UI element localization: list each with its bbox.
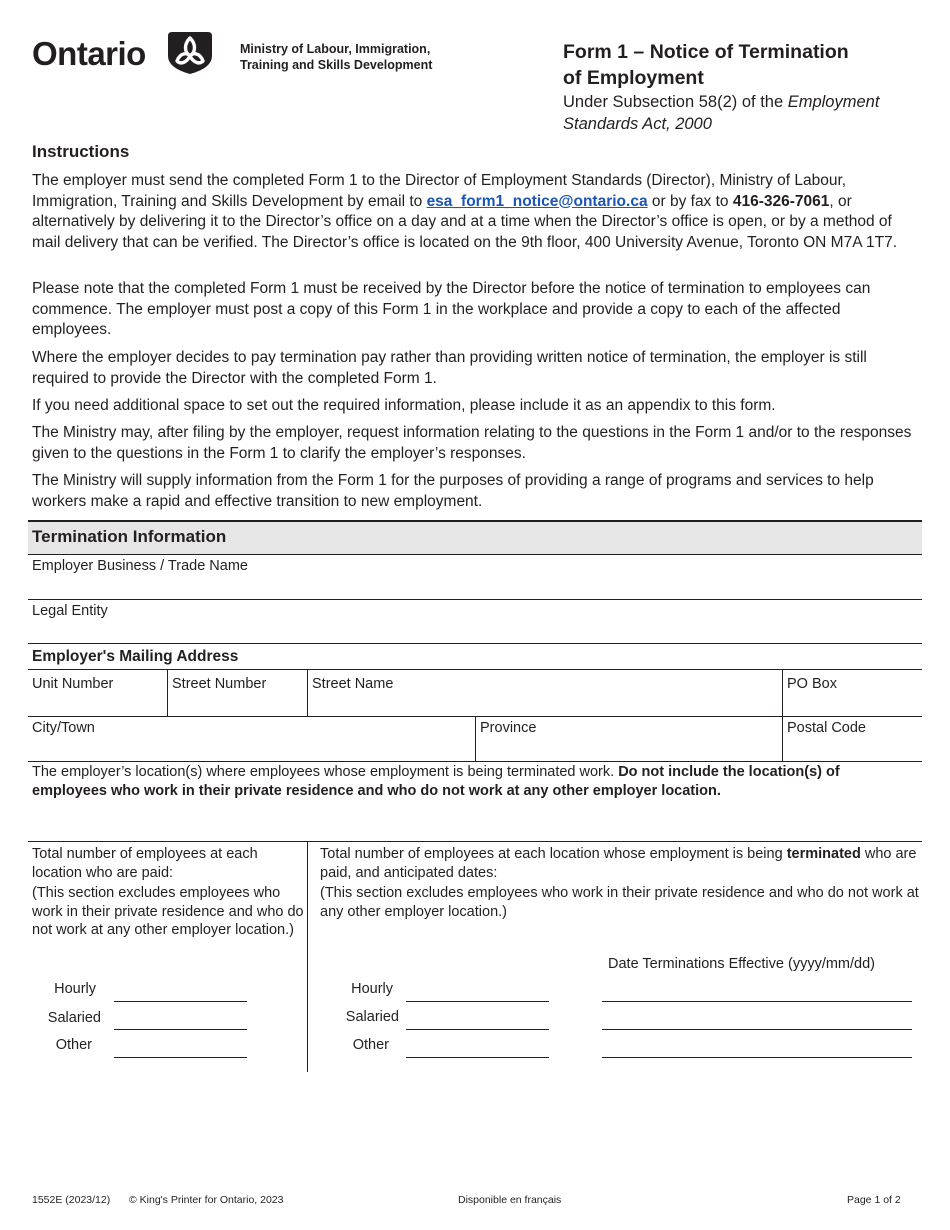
page-number: Page 1 of 2 — [847, 1194, 901, 1206]
instructions-paragraph-2: Please note that the completed Form 1 must be received by the Director before the notice of termination to employees can commence. The employer must post a copy of this Form 1 in the workplace and provide a copy to each of the affected employees. — [32, 280, 871, 338]
form-subtitle — [563, 91, 943, 135]
legal-entity-field[interactable] — [28, 600, 922, 643]
french-availability: Disponible en français — [458, 1194, 562, 1206]
fax-number: 416-326-7061 — [732, 192, 830, 210]
right-count-note: (This section excludes employees who work in their private residence and who do not work at any other employer location.) — [320, 885, 919, 920]
email-link[interactable]: esa_form1_notice@ontario.ca — [426, 192, 648, 210]
instructions-paragraph-1 — [32, 171, 922, 253]
hourly-date-input[interactable] — [602, 1001, 912, 1002]
po-box-label: PO Box — [787, 676, 837, 692]
right-title-a: Total number of employees at each location whose employment is being — [320, 846, 787, 862]
termination-section-header — [28, 520, 922, 555]
street-number-label: Street Number — [172, 676, 267, 692]
left-salaried-input[interactable] — [114, 1029, 247, 1030]
trillium-icon — [166, 28, 214, 76]
right-hourly-input[interactable] — [406, 1001, 549, 1002]
copyright: © King's Printer for Ontario, 2023 — [129, 1194, 284, 1206]
unit-number-field[interactable] — [28, 670, 167, 715]
other-date-input[interactable] — [602, 1057, 912, 1058]
right-hourly-label: Hourly — [351, 981, 393, 997]
p1-text-b: or by fax to — [647, 192, 733, 210]
right-salaried-label: Salaried — [345, 1009, 399, 1025]
unit-number-label: Unit Number — [32, 676, 114, 692]
postal-code-label: Postal Code — [787, 720, 866, 736]
left-count-note: (This section excludes employees who work in their private residence and who do not work at any other employer location.) — [32, 885, 304, 938]
right-other-label: Other — [352, 1037, 389, 1053]
instructions-paragraph-4: If you need additional space to set out the required information, please include it as an appendix to this form. — [32, 397, 776, 414]
ministry-name: Ministry of Labour, Immigration, Training and Skills Development — [240, 42, 433, 72]
left-other-input[interactable] — [114, 1057, 247, 1058]
instructions-paragraph-3: Where the employer decides to pay termination pay rather than providing written notice of termination, the employer is still required to provide the Director with the completed Form 1. — [32, 349, 867, 387]
ontario-logo-text: Ontario — [32, 35, 146, 72]
province-field[interactable] — [476, 717, 782, 761]
street-number-field[interactable] — [168, 670, 307, 715]
instructions-paragraph-6: The Ministry will supply information from the Form 1 for the purposes of providing a range of programs and services to help workers make a rapid and effective transition to new employment. — [32, 472, 874, 510]
instructions-heading: Instructions — [32, 142, 130, 161]
right-salaried-input[interactable] — [406, 1029, 549, 1030]
province-label: Province — [480, 720, 537, 736]
postal-code-field[interactable] — [783, 717, 922, 761]
location-note-bold: Do not include the location(s) of employees who work in their private residence and who do not work at any other employer location. — [32, 764, 840, 799]
po-box-field[interactable] — [783, 670, 922, 715]
right-other-input[interactable] — [406, 1057, 549, 1058]
right-title-bold: terminated — [786, 846, 861, 862]
form-number: 1552E (2023/12) — [32, 1194, 111, 1206]
date-effective-label: Date Terminations Effective (yyyy/mm/dd) — [608, 956, 875, 972]
location-note — [32, 763, 912, 801]
mailing-address-heading: Employer's Mailing Address — [32, 648, 239, 665]
form-title-line1: Form 1 – Notice of Termination — [563, 41, 849, 63]
legal-entity-label: Legal Entity — [32, 603, 108, 619]
left-other-label: Other — [55, 1037, 92, 1053]
subtitle-act: Employment Standards Act, 2000 — [563, 93, 880, 133]
left-salaried-label: Salaried — [47, 1010, 101, 1026]
divider — [28, 643, 922, 644]
business-name-field[interactable] — [28, 556, 922, 599]
instructions-paragraph-5: The Ministry may, after filing by the employer, request information relating to the questions in the Form 1 and/or to the responses given to the questions in the Form 1 to clarify the employer’s responses. — [32, 424, 912, 462]
location-note-text: The employer’s location(s) where employees whose employment is being terminated work. — [32, 764, 619, 780]
location-field[interactable] — [28, 803, 922, 841]
p1-text-a: The employer must send the completed Form 1 to the Director of Employment Standards (Director), Ministry of Labour, Immigration, Training and Skills Development by email to — [32, 172, 847, 210]
city-label: City/Town — [32, 720, 95, 736]
street-name-label: Street Name — [312, 676, 394, 692]
city-field[interactable] — [28, 717, 475, 761]
salaried-date-input[interactable] — [602, 1029, 912, 1030]
termination-heading: Termination Information — [32, 527, 227, 546]
form-title-line2: of Employment — [563, 67, 704, 89]
right-count-title — [320, 845, 920, 882]
subtitle-prefix: Under Subsection 58(2) of the — [563, 93, 788, 111]
left-count-title: Total number of employees at each location who are paid: — [32, 846, 258, 881]
divider — [28, 841, 922, 842]
divider — [307, 842, 308, 1072]
left-hourly-input[interactable] — [114, 1001, 247, 1002]
right-count-description — [320, 845, 920, 921]
street-name-field[interactable] — [308, 670, 782, 715]
divider — [28, 761, 922, 762]
p1-text-c: , or alternatively by delivering it to the Director’s office on a day and at a time when the Director’s office is open, or by a method of mail delivery that can be verified. The Director’s office is located on the 9th floor, 400 University Avenue, Toronto ON M7A 1T7. — [32, 192, 898, 251]
left-hourly-label: Hourly — [54, 981, 96, 997]
form-title — [563, 39, 923, 91]
business-name-label: Employer Business / Trade Name — [32, 558, 248, 574]
right-title-b: who are paid, and anticipated dates: — [320, 846, 917, 881]
left-count-description — [32, 845, 304, 940]
